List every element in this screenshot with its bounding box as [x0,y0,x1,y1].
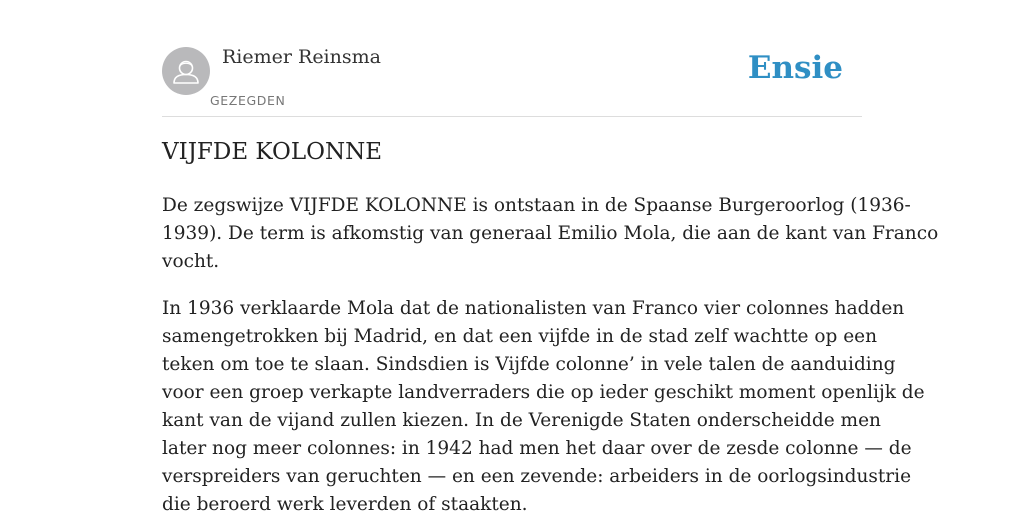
author-name[interactable]: Riemer Reinsma [222,46,381,68]
paragraph-line: later nog meer colonnes: in 1942 had men het daar over de zesde colonne — de [162,438,912,459]
ensie-logo[interactable]: Ensie [747,50,843,86]
user-icon [162,47,210,95]
paragraph-line: 1939). De term is afkomstig van generaal Emilio Mola, die aan de kant van Franco [162,223,939,244]
category-label[interactable]: GEZEGDEN [210,93,286,108]
paragraph-line: De zegswijze VIJFDE KOLONNE is ontstaan in de Spaanse Burgeroorlog (1936- [162,195,911,216]
paragraph-line: voor een groep verkapte landverraders die op ieder geschikt moment openlijk de [162,382,925,403]
paragraph-line: teken om toe te slaan. Sindsdien is Vijfde colonne’ in vele talen de aanduiding [162,354,896,375]
article-title: VIJFDE KOLONNE [162,139,383,165]
paragraph-line: verspreiders van geruchten — en een zevende: arbeiders in de oorlogsindustrie [162,466,912,487]
paragraph [162,192,939,276]
author-header [162,46,862,117]
paragraph-line: kant van de vijand zullen kiezen. In de Verenigde Staten onderscheidde men [162,410,881,431]
paragraph-line: die beroerd werk leverden of staakten. [162,494,528,512]
paragraph-line: In 1936 verklaarde Mola dat de nationalisten van Franco vier colonnes hadden [162,298,905,319]
paragraph-line: samengetrokken bij Madrid, en dat een vijfde in de stad zelf wachtte op een [162,326,878,347]
author-avatar[interactable] [162,47,210,95]
paragraph [162,295,925,512]
paragraph-line: vocht. [162,251,220,272]
article-body [162,192,939,512]
